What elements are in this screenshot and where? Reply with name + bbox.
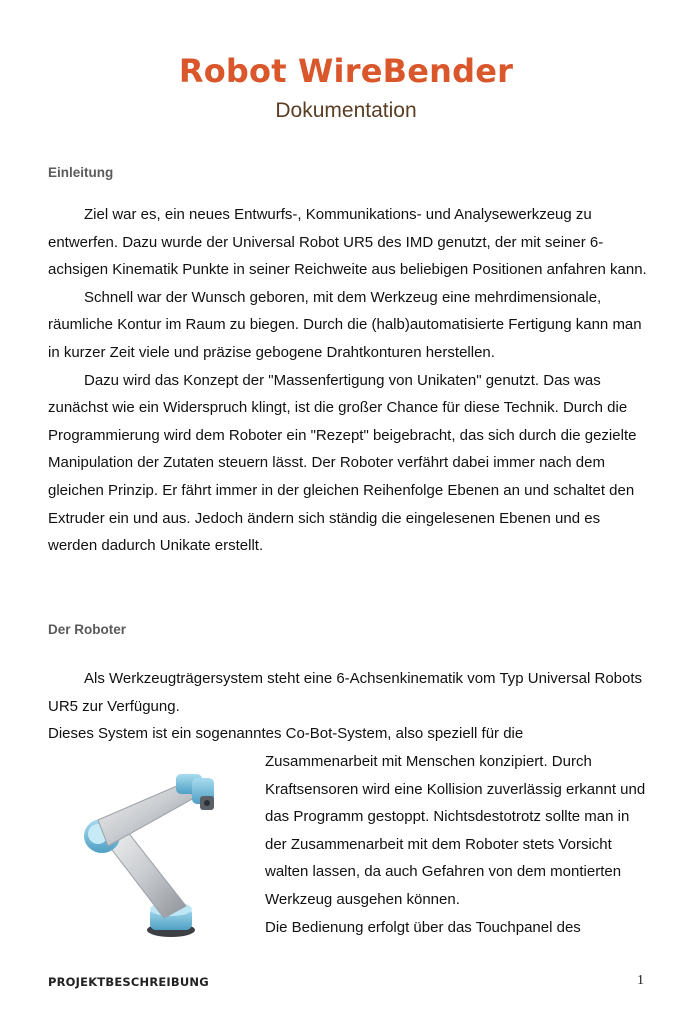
document-subtitle: Dokumentation [275, 99, 417, 122]
robot-paragraph-1: Als Werkzeugträgersystem steht eine 6-Achsenkinematik vom Typ Universal Robots UR5 zur Verfügung. [48, 670, 643, 715]
section-heading-robot: Der Roboter [48, 622, 127, 637]
robot-side-text [265, 748, 655, 941]
robot-paragraph-3: Die Bedienung erfolgt über das Touchpanel des [265, 918, 581, 936]
robot-arm-image [68, 768, 258, 948]
intro-paragraph-1: Ziel war es, ein neues Entwurfs-, Kommunikations- und Analysewerkzeug zu entwerfen. Dazu wurde der Universal Robot UR5 des IMD genutzt, der mit seiner 6-achsigen Kinematik Punkte in seiner Reichweite aus beliebigen Positionen anfahren kann. [48, 206, 647, 279]
intro-section [48, 201, 652, 560]
robot-paragraph-2-rest: Zusammenarbeit mit Menschen konzipiert. Durch Kraftsensoren wird eine Kollision zuverlässig erkannt und das Programm gestoppt. Nichtsdestotrotz sollte man in der Zusammenarbeit mit dem Roboter stets Vorsicht walten lassen, da auch Gefahren von dem montierten Werkzeug ausgehen können. [265, 753, 646, 908]
footer-label: PROJEKTBESCHREIBUNG [48, 975, 209, 989]
document-title: Robot WireBender [178, 52, 514, 90]
intro-paragraph-2: Schnell war der Wunsch geboren, mit dem Werkzeug eine mehrdimensionale, räumliche Kontur im Raum zu biegen. Durch die (halb)automatisierte Fertigung kann man in kurzer Zeit viele und präzise gebogene Drahtkonturen herstellen. [48, 288, 642, 361]
section-heading-intro: Einleitung [48, 165, 114, 180]
intro-paragraph-3: Dazu wird das Konzept der "Massenfertigung von Unikaten" genutzt. Das was zunächst wie ein Widerspruch klingt, ist die großer Chance für diese Technik. Durch die Programmierung wird dem Roboter ein "Rezept" beigebracht, das sich durch die gezielte Manipulation der Zutaten steuern lässt. Der Roboter verfährt dabei immer nach dem gleichen Prinzip. Er fährt immer in der gleichen Reihenfolge Ebenen an und schaltet den Extruder ein und aus. Jedoch ändern sich ständig die eingelesenen Ebenen und es werden dadurch Unikate erstellt. [48, 371, 637, 555]
robot-section [48, 665, 652, 748]
page-number: 1 [637, 973, 644, 988]
robot-paragraph-2-start: Dieses System ist ein sogenanntes Co-Bot-System, also speziell für die [48, 725, 524, 743]
